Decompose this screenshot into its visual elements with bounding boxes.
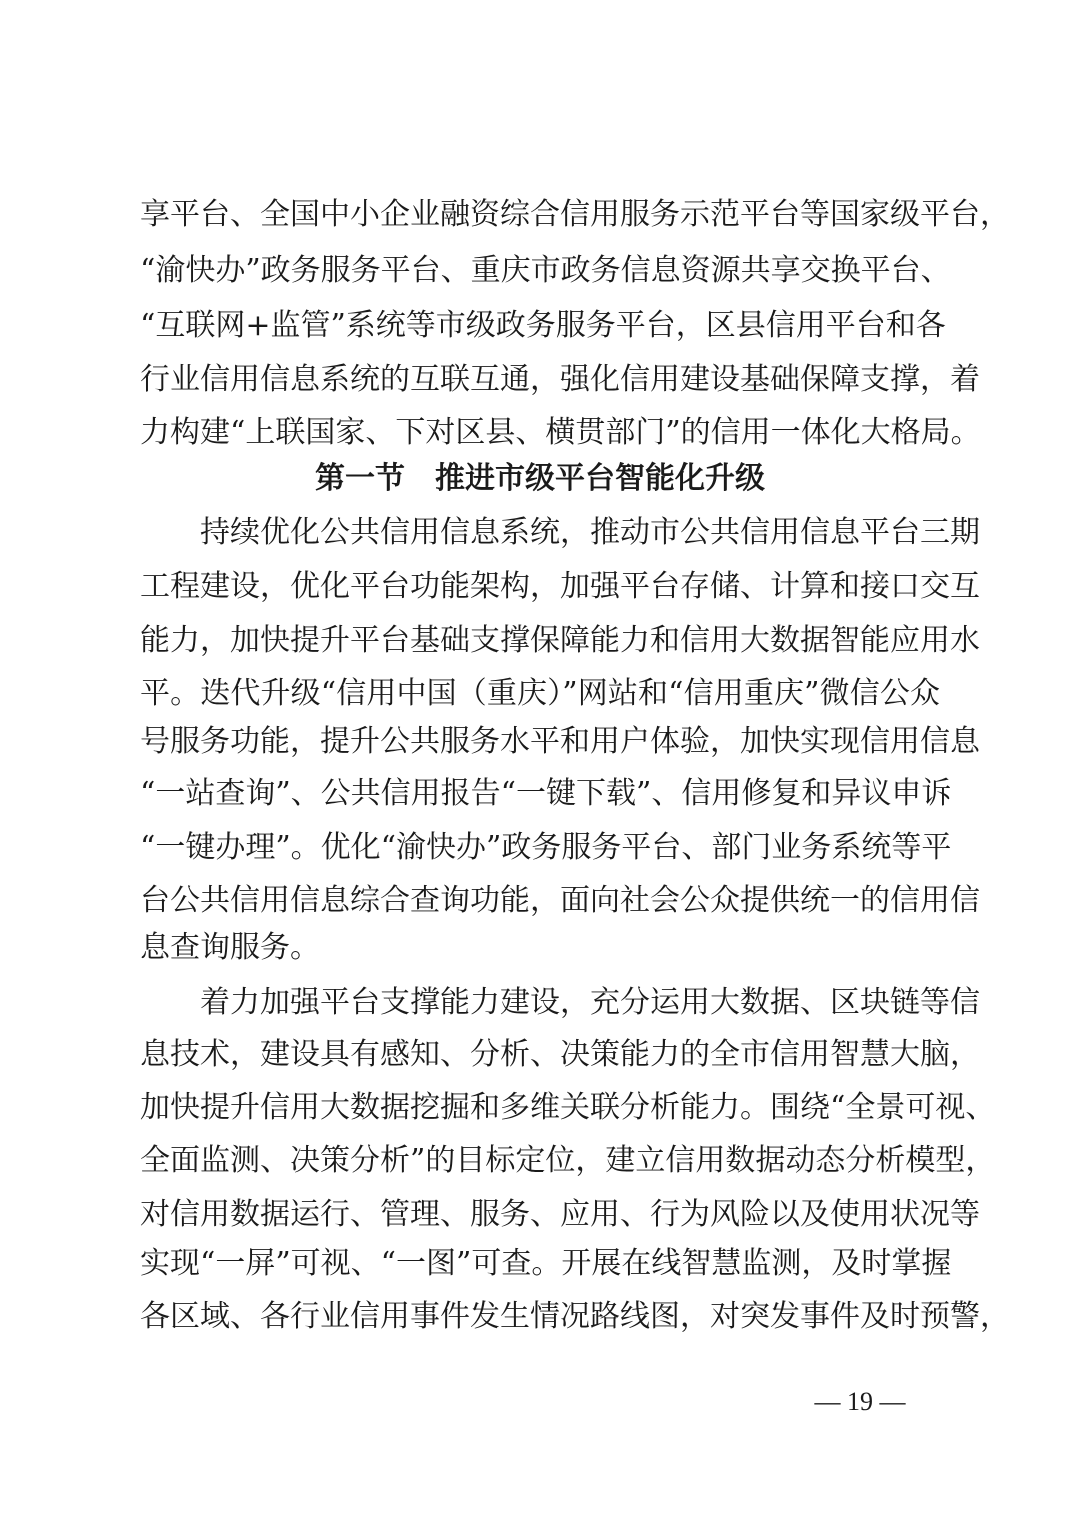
- text-line: 对信用数据运行、管理、服务、应用、行为风险以及使用状况等: [140, 1197, 980, 1232]
- text-line: 工程建设，优化平台功能架构，加强平台存储、计算和接口交互: [140, 569, 980, 604]
- text-line: 全面监测、决策分析”的目标定位，建立信用数据动态分析模型，: [140, 1143, 996, 1178]
- text-line: 息技术，建设具有感知、分析、决策能力的全市信用智慧大脑，: [140, 1037, 980, 1072]
- text-line: 平。迭代升级“信用中国（重庆）”网站和“信用重庆”微信公众: [140, 676, 940, 711]
- text-line: “互联网+监管”系统等市级政务服务平台，区县信用平台和各: [140, 308, 946, 343]
- text-line: 持续优化公共信用信息系统，推动市公共信用信息平台三期: [200, 515, 980, 550]
- text-line: 号服务功能，提升公共服务水平和用户体验，加快实现信用信息: [140, 724, 980, 759]
- text-line: 实现“一屏”可视、“一图”可查。开展在线智慧监测，及时掌握: [140, 1246, 952, 1281]
- text-line: 行业信用信息系统的互联互通，强化信用建设基础保障支撑，着: [140, 362, 980, 397]
- text-line: 加快提升信用大数据挖掘和多维关联分析能力。围绕“全景可视、: [140, 1090, 996, 1125]
- text-line: 力构建“上联国家、下对区县、横贯部门”的信用一体化大格局。: [140, 415, 981, 450]
- text-line: 着力加强平台支撑能力建设，充分运用大数据、区块链等信: [200, 985, 980, 1020]
- text-line: 能力，加快提升平台基础支撑保障能力和信用大数据智能应用水: [140, 623, 980, 658]
- text-line: 享平台、全国中小企业融资综合信用服务示范平台等国家级平台，: [140, 197, 1010, 232]
- text-line: “渝快办”政务服务平台、重庆市政务信息资源共享交换平台、: [140, 253, 951, 288]
- text-line: 台公共信用信息综合查询功能，面向社会公众提供统一的信用信: [140, 883, 980, 918]
- text-line: 息查询服务。: [140, 930, 320, 965]
- text-line: “一站查询”、公共信用报告“一键下载”、信用修复和异议申诉: [140, 776, 952, 811]
- text-line: 各区域、各行业信用事件发生情况路线图，对突发事件及时预警，: [140, 1299, 1010, 1334]
- text-line: “一键办理”。优化“渝快办”政务服务平台、部门业务系统等平: [140, 830, 952, 865]
- page-number: — 19 —: [814, 1387, 906, 1416]
- section-heading: 第一节 推进市级平台智能化升级: [315, 461, 765, 496]
